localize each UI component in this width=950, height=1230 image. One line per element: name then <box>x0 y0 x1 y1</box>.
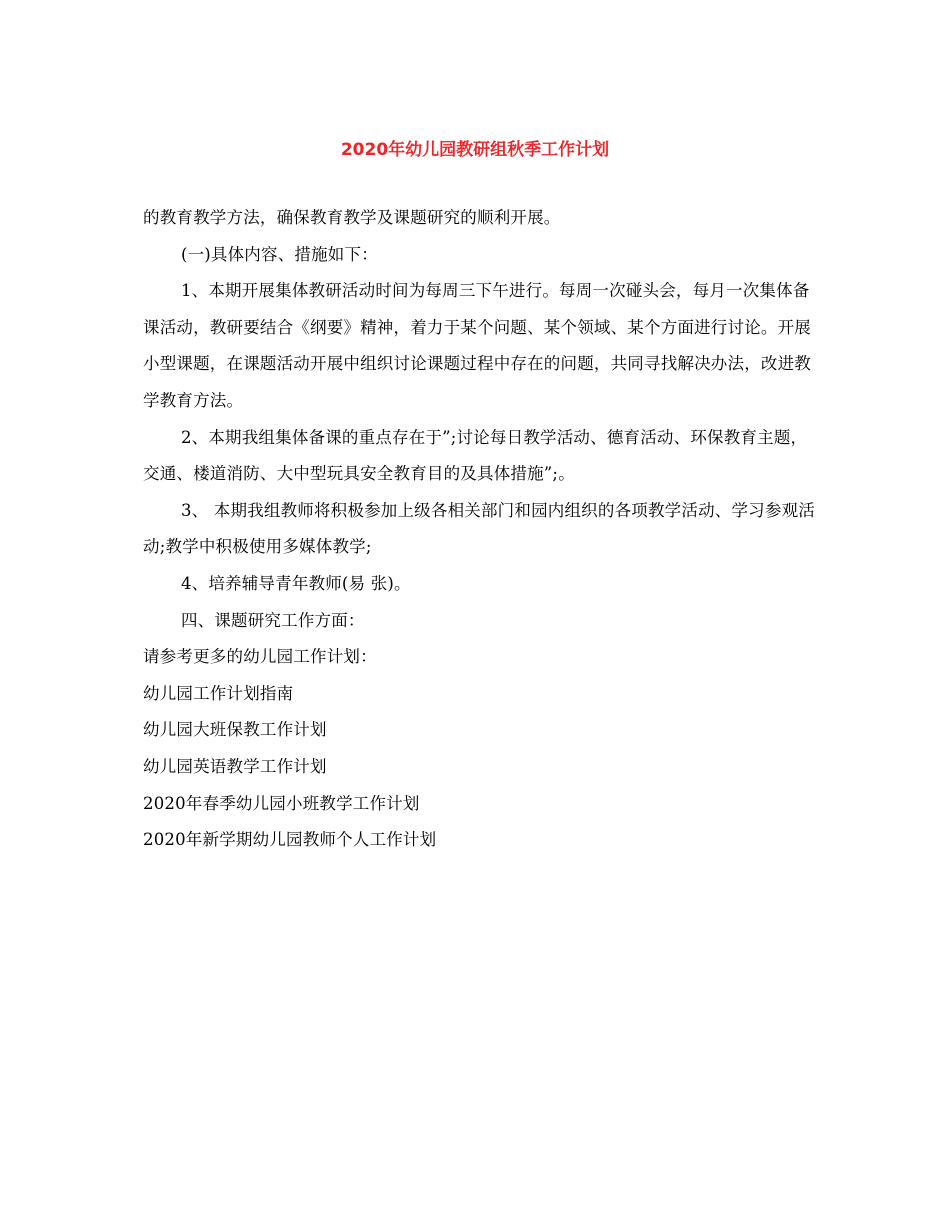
related-link[interactable]: 幼儿园英语教学工作计划 <box>143 756 327 776</box>
document-body <box>143 200 815 859</box>
paragraph-item-4: 4、培养辅导青年教师(易 张)。 <box>180 573 411 593</box>
related-link[interactable]: 2020年新学期幼儿园教师个人工作计划 <box>143 830 437 850</box>
document-title: 2020年幼儿园教研组秋季工作计划 <box>340 140 610 160</box>
related-link[interactable]: 2020年春季幼儿园小班教学工作计划 <box>143 793 420 813</box>
paragraph-section-heading: (一)具体内容、措施如下： <box>180 244 378 264</box>
related-links-list <box>143 676 815 859</box>
related-link[interactable]: 幼儿园工作计划指南 <box>143 683 294 703</box>
related-link[interactable]: 幼儿园大班保教工作计划 <box>143 720 327 740</box>
paragraph-section-four: 四、课题研究工作方面： <box>180 610 365 630</box>
more-plans-intro: 请参考更多的幼儿园工作计划： <box>143 647 377 667</box>
paragraph-item-2: 2、本期我组集体备课的重点存在于”;讨论每日教学活动、德育活动、环保教育主题，交通、楼道消防、大中型玩具安全教育目的及具体措施”;。 <box>143 427 808 484</box>
paragraph-item-1: 1、本期开展集体教研活动时间为每周三下午进行。每周一次碰头会，每月一次集体备课活动，教研要结合《纲要》精神，着力于某个问题、某个领域、某个方面进行讨论。开展小型课题，在课题活动开展中组织讨论课题过程中存在的问题，共同寻找解决办法，改进教学教育方法。 <box>143 281 811 410</box>
paragraph-continuation: 的教育教学方法，确保教育教学及课题研究的顺利开展。 <box>143 208 561 227</box>
paragraph-item-3: 3、 本期我组教师将积极参加上级各相关部门和园内组织的各项教学活动、学习参观活动;教学中积极使用多媒体教学; <box>143 500 815 557</box>
